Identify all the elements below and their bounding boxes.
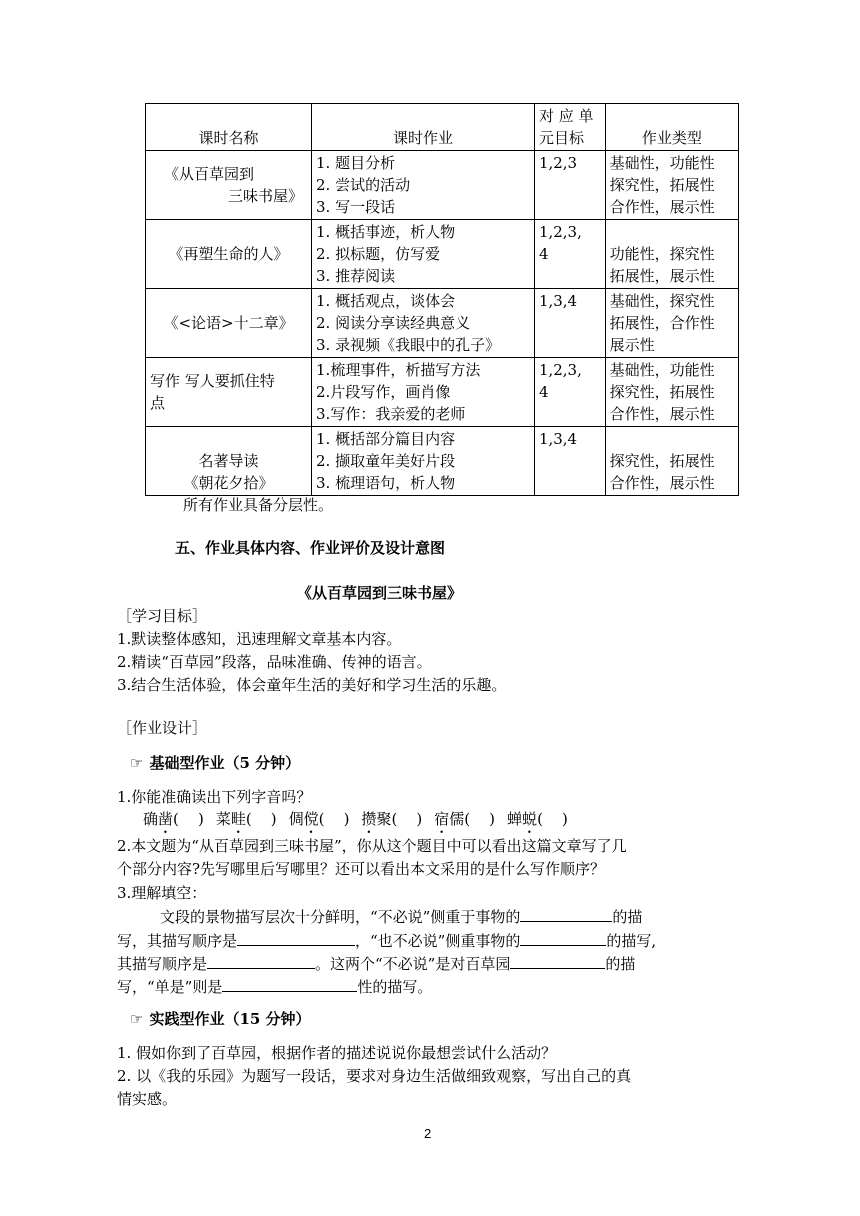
homework-type-cell-line: 探究性，拓展性 [609, 176, 715, 194]
fill-text: 的描写, [606, 932, 657, 950]
homework-type-cell-line: 拓展性，合作性 [609, 314, 715, 332]
lesson-name-cell-line: 《<论语>十二章》 [163, 314, 294, 332]
lesson-homework-cell-line: 2. 撷取童年美好片段 [316, 452, 456, 470]
fill-text: 的描 [605, 955, 636, 973]
lesson-homework-cell-line: 1. 题目分析 [316, 154, 396, 172]
unit-goal-cell [534, 220, 605, 289]
pronunciation-word [143, 810, 204, 828]
unit-goal-cell [534, 358, 605, 427]
lesson-homework-cell-line: 3. 推荐阅读 [316, 267, 396, 285]
lesson-homework-cell-line: 2. 拟标题，仿写爱 [316, 245, 441, 263]
learning-goal-2: 2.精读“百草园”段落，品味准确、传神的语言。 [117, 653, 432, 671]
basic-question-3: 3.理解填空： [117, 884, 207, 902]
lesson-title: 《从百草园到三味书屋》 [297, 584, 463, 602]
header-lesson-name: 课时名称 [146, 104, 312, 151]
dotted-char: 凿 [158, 810, 174, 828]
unit-goal-cell [534, 151, 605, 220]
word-char: 倜 [288, 810, 304, 828]
unit-goal-cell-line: 1,3,4 [538, 292, 578, 310]
word-char: 蝉 [507, 810, 523, 828]
basic-homework-heading [130, 752, 300, 774]
word-answer-slot[interactable]: ( ) [245, 810, 277, 828]
pointing-hand-icon: ☞ [130, 1010, 144, 1028]
fill-text: ，“也不必说”侧重事物的 [355, 932, 521, 950]
lesson-homework-cell [312, 358, 535, 427]
practice-heading-text: 实践型作业（15 分钟） [149, 1010, 311, 1028]
lesson-homework-cell-line: 3. 录视频《我眼中的孔子》 [316, 336, 501, 354]
answer-blank[interactable] [510, 953, 605, 969]
header-homework-type: 作业类型 [605, 104, 738, 151]
lesson-name-cell [146, 427, 312, 496]
lesson-name-cell [146, 289, 312, 358]
homework-type-cell-line: 展示性 [609, 336, 655, 354]
word-char: 确 [143, 810, 159, 828]
answer-blank[interactable] [237, 930, 355, 946]
basic-question-2-line1: 2.本文题为“从百草园到三味书屋”，你从这个题目中可以看出这篇文章写了几 [117, 837, 627, 855]
learning-goals-heading: ［学习目标］ [117, 607, 208, 625]
fill-line-2 [117, 930, 656, 952]
pronunciation-word [361, 810, 422, 828]
table-header-row [146, 104, 739, 151]
page-number: 2 [424, 1126, 432, 1141]
homework-type-cell-line: 基础性，探究性 [609, 292, 715, 310]
lesson-name-cell-line: 名著导读 [198, 452, 259, 470]
word-answer-slot[interactable]: ( ) [537, 810, 568, 828]
homework-type-cell [605, 427, 738, 496]
pronunciation-word [216, 810, 277, 828]
fill-text: 写，“单是”则是 [117, 978, 223, 996]
fill-line-1 [160, 906, 642, 928]
fill-text: 写，其描写顺序是 [117, 932, 238, 950]
table-row [146, 358, 739, 427]
practice-question-2-line2: 情实感。 [117, 1090, 178, 1108]
word-answer-slot[interactable]: ( ) [173, 810, 204, 828]
homework-type-cell-line: 基础性，功能性 [609, 361, 715, 379]
lesson-homework-cell-line: 1. 概括部分篇目内容 [316, 430, 456, 448]
learning-goal-3: 3.结合生活体验，体会童年生活的美好和学习生活的乐趣。 [117, 676, 507, 694]
table-row [146, 151, 739, 220]
homework-type-cell-line: 合作性，展示性 [609, 198, 715, 216]
unit-goal-cell-line: 1,2,3, [538, 223, 582, 241]
dotted-char: 宿 [434, 810, 450, 828]
basic-question-2-line2: 个部分内容?先写哪里后写哪里？还可以看出本文采用的是什么写作顺序？ [117, 860, 606, 878]
design-heading: ［作业设计］ [117, 719, 208, 737]
word-answer-slot[interactable]: ( ) [318, 810, 350, 828]
homework-schedule-table [145, 103, 739, 496]
basic-heading-text: 基础型作业（5 分钟） [149, 754, 301, 772]
lesson-homework-cell [312, 220, 535, 289]
lesson-name-cell-line: 《从百草园到 [164, 165, 255, 183]
lesson-name-cell-line: 写作 写人要抓住特 [150, 372, 275, 390]
word-answer-slot[interactable]: 儒( ) [449, 810, 496, 828]
lesson-homework-cell-line: 3. 写一段话 [316, 198, 396, 216]
lesson-homework-cell-line: 1. 概括事迹，析人物 [316, 223, 456, 241]
fill-text: 文段的景物描写层次十分鲜明，“不必说”侧重于事物的 [160, 908, 521, 926]
lesson-homework-cell [312, 289, 535, 358]
dotted-char: 蜕 [522, 810, 538, 828]
table-row [146, 289, 739, 358]
lesson-name-cell-line: 三味书屋》 [228, 187, 304, 205]
header-lesson-homework: 课时作业 [312, 104, 535, 151]
homework-type-cell-line: 探究性，拓展性 [609, 452, 715, 470]
lesson-name-cell-line: 点 [150, 394, 166, 412]
homework-type-cell [605, 220, 738, 289]
lesson-homework-cell-line: 2. 尝试的活动 [316, 176, 411, 194]
header-unit-goal [534, 104, 605, 151]
homework-type-cell-line: 功能性，探究性 [609, 245, 715, 263]
practice-homework-heading [130, 1008, 311, 1030]
basic-question-1: 1.你能准确读出下列字音吗？ [117, 788, 312, 806]
pronunciation-word [289, 810, 350, 828]
unit-goal-cell-line: 1,2,3, [538, 361, 582, 379]
lesson-name-cell [146, 220, 312, 289]
fill-text: 。这两个“不必说”是对百草园 [315, 955, 511, 973]
answer-blank[interactable] [207, 953, 315, 969]
pronunciation-word [434, 810, 495, 828]
learning-goal-1: 1.默读整体感知，迅速理解文章基本内容。 [117, 630, 402, 648]
homework-type-cell [605, 358, 738, 427]
lesson-homework-cell-line: 2. 阅读分享读经典意义 [316, 314, 471, 332]
unit-goal-cell-line: 1,3,4 [538, 430, 578, 448]
homework-type-cell-line: 合作性，展示性 [609, 405, 715, 423]
pointing-hand-icon: ☞ [130, 754, 144, 772]
table-row [146, 220, 739, 289]
fill-text: 性的描写。 [357, 978, 433, 996]
header-unit-goal-line1: 对 应 单 [538, 107, 594, 125]
practice-question-2-line1: 2. 以《我的乐园》为题写一段话，要求对身边生活做细致观察，写出自己的真 [117, 1067, 632, 1085]
answer-blank[interactable] [520, 906, 612, 922]
homework-type-cell-line: 基础性，功能性 [609, 154, 715, 172]
unit-goal-cell-line: 4 [538, 245, 549, 263]
homework-type-cell-line: 探究性，拓展性 [609, 383, 715, 401]
fill-line-4 [117, 976, 432, 998]
answer-blank[interactable] [222, 976, 357, 992]
answer-blank[interactable] [520, 930, 606, 946]
layering-note: 所有作业具备分层性。 [183, 496, 334, 514]
lesson-homework-cell [312, 151, 535, 220]
unit-goal-cell-line: 4 [538, 383, 549, 401]
unit-goal-cell [534, 289, 605, 358]
homework-type-cell [605, 289, 738, 358]
lesson-name-cell [146, 358, 312, 427]
dotted-char: 畦 [230, 810, 246, 828]
lesson-homework-cell-line: 1.梳理事件，析描写方法 [316, 361, 481, 379]
word-answer-slot[interactable]: 聚( ) [376, 810, 423, 828]
lesson-homework-cell-line: 3. 梳理语句，析人物 [316, 474, 456, 492]
fill-line-3 [117, 953, 635, 975]
fill-text: 的描 [612, 908, 643, 926]
homework-type-cell [605, 151, 738, 220]
lesson-homework-cell [312, 427, 535, 496]
homework-type-cell-line: 合作性，展示性 [609, 474, 715, 492]
lesson-homework-cell-line: 1. 概括观点，谈体会 [316, 292, 456, 310]
dotted-char: 攒 [361, 810, 377, 828]
unit-goal-cell-line: 1,2,3 [538, 154, 578, 172]
unit-goal-cell [534, 427, 605, 496]
section-title: 五、作业具体内容、作业评价及设计意图 [175, 539, 446, 557]
lesson-homework-cell-line: 2.片段写作，画肖像 [316, 383, 451, 401]
lesson-homework-cell-line: 3.写作：我亲爱的老师 [316, 405, 466, 423]
header-unit-goal-line2: 元目标 [538, 129, 584, 147]
lesson-name-cell [146, 151, 312, 220]
pronunciation-words [143, 808, 580, 837]
pronunciation-word [507, 810, 568, 828]
word-char: 菜 [215, 810, 231, 828]
table-row [146, 427, 739, 496]
lesson-name-cell-line: 《朝花夕拾》 [183, 474, 274, 492]
practice-question-1: 1. 假如你到了百草园，根据作者的描述说说你最想尝试什么活动？ [117, 1044, 557, 1062]
fill-text: 其描写顺序是 [117, 955, 208, 973]
homework-type-cell-line: 拓展性，展示性 [609, 267, 715, 285]
lesson-name-cell-line: 《再塑生命的人》 [168, 245, 289, 263]
dotted-char: 傥 [303, 810, 319, 828]
